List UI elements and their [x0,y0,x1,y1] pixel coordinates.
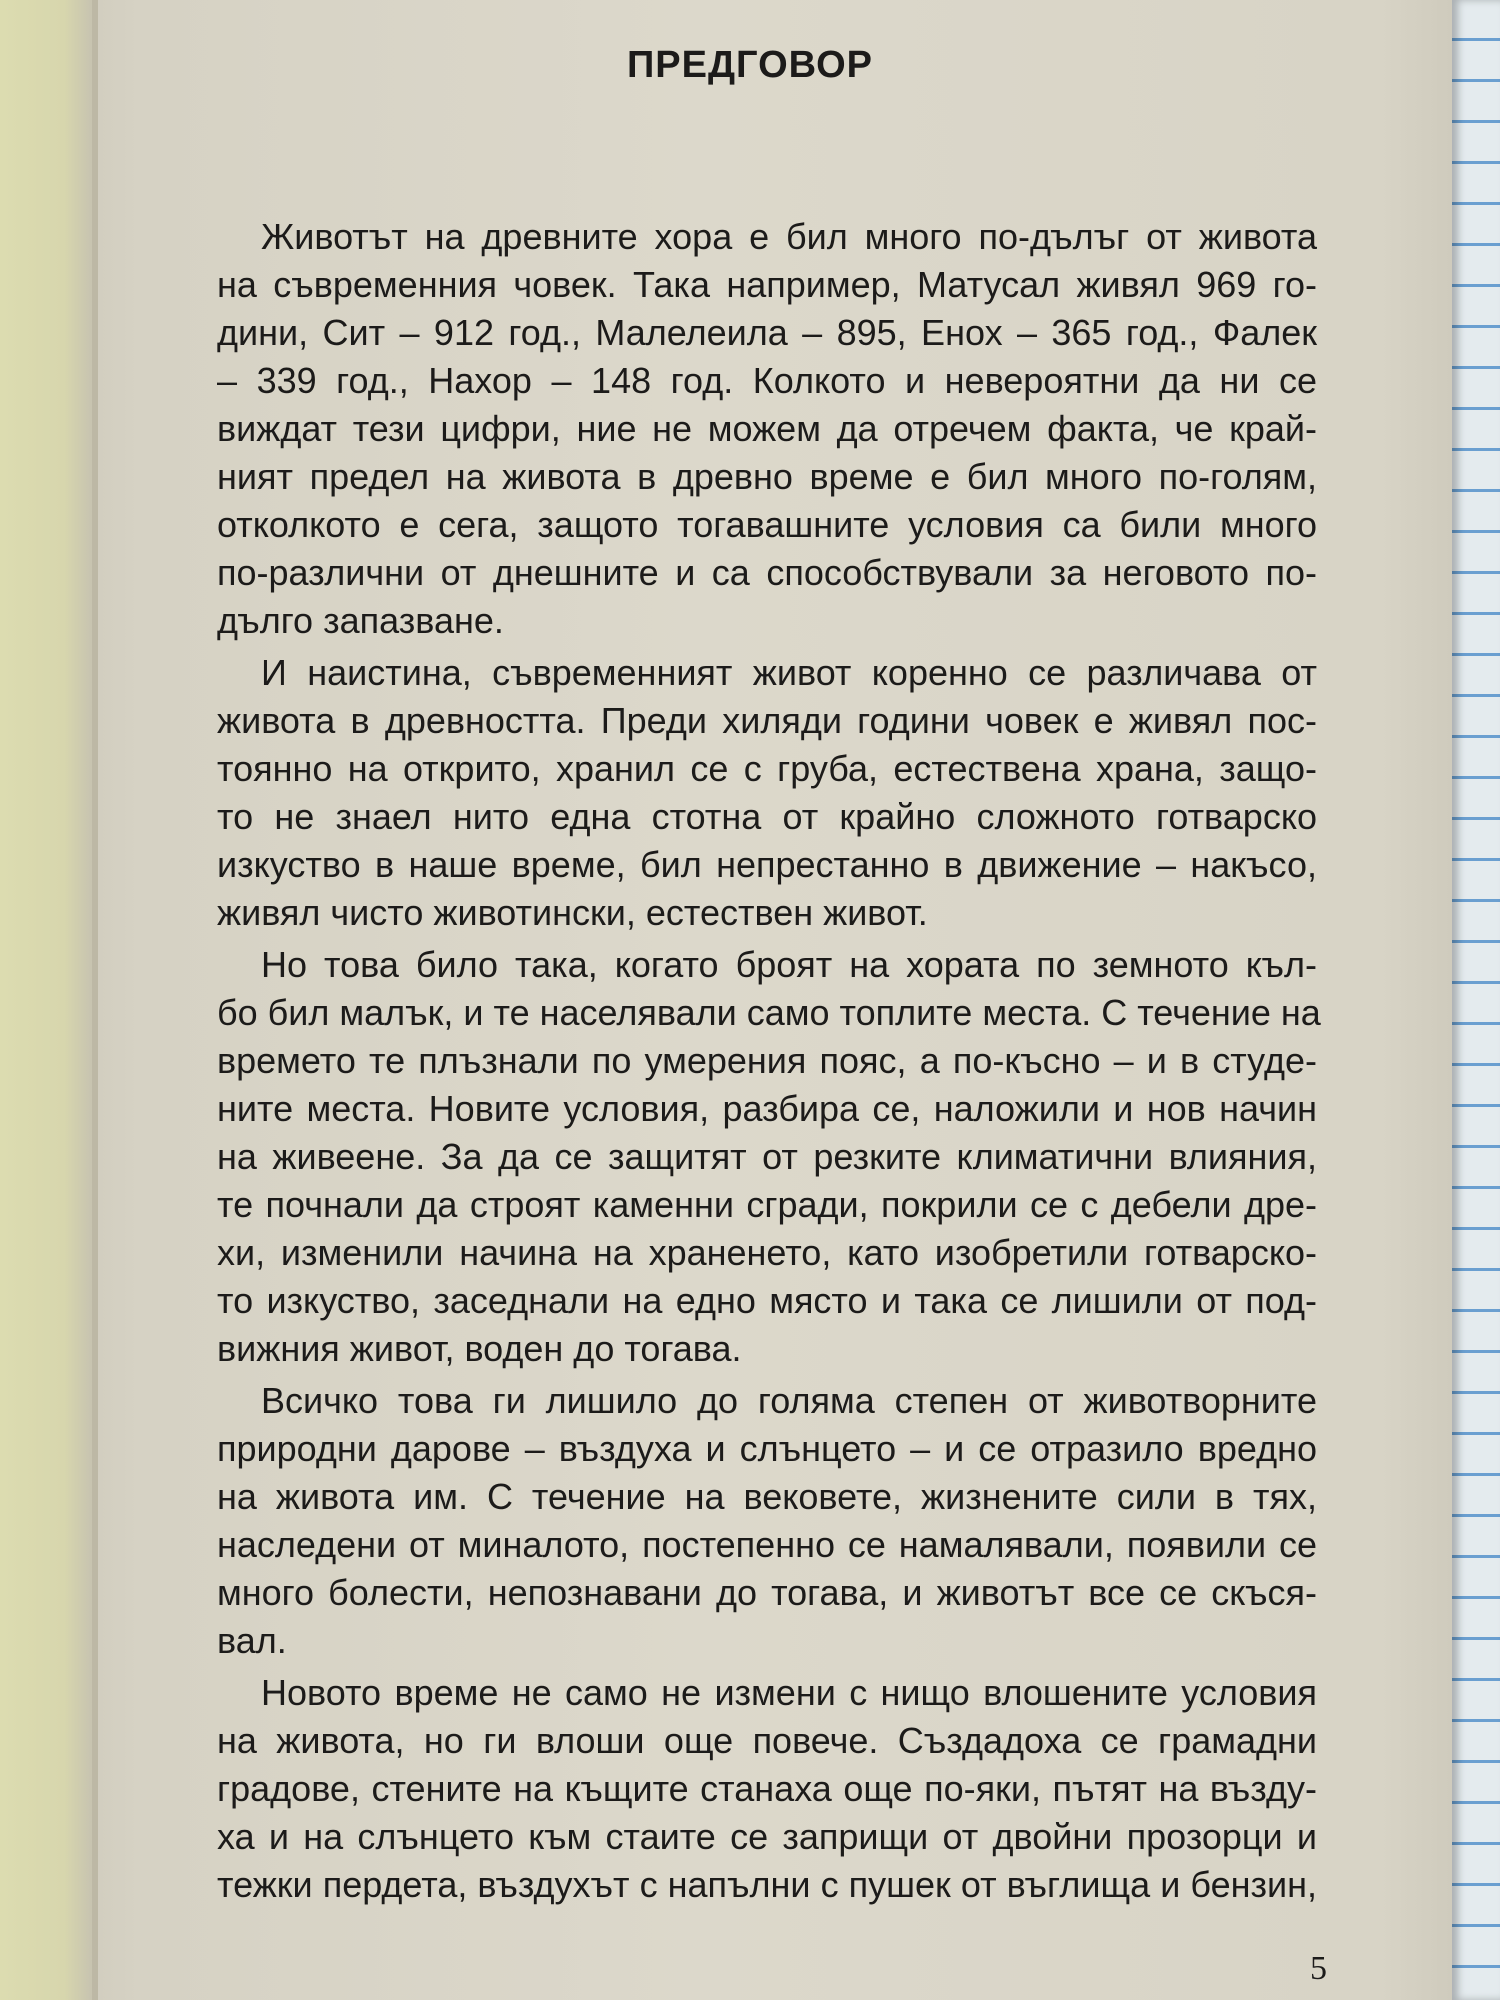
text-line: вал. [217,1620,287,1661]
text-line: изкуство в наше време, бил непрестанно в движение – накъсо, [217,844,1317,885]
text-line: живял чисто животински, естествен живот. [217,892,928,933]
text-line: по-различни от днешните и са способствували за неговото по- [217,552,1317,593]
text-line: Животът на древните хора е бил много по-дълъг от живота [261,216,1317,257]
text-line: хи, изменили начина на храненето, като изобретили готварско- [217,1232,1317,1273]
text-line: живота в древността. Преди хиляди години човек е живял пос- [217,700,1317,741]
paragraph [217,941,1321,1373]
text-line: то изкуство, заседнали на едно място и така се лишили от под- [217,1280,1317,1321]
text-line: ха и на слънцето към стаите се заприщи от двойни прозорци и [217,1816,1317,1857]
text-line: наследени от миналото, постепенно се намалявали, появили се [217,1524,1317,1565]
paragraph [217,1669,1317,1909]
notebook-background [1452,0,1500,2000]
text-line: много болести, непознавани до тогава, и животът все се скъся- [217,1572,1317,1613]
text-line: дълго запазване. [217,600,504,641]
text-line: бо бил малък, и те населявали само топлите места. С течение на [217,992,1321,1033]
adjacent-page-edge [0,0,92,2000]
text-line: виждат тези цифри, ние не можем да отречем факта, че край- [217,408,1317,449]
text-line: ните места. Новите условия, разбира се, наложили и нов начин [217,1088,1317,1129]
text-line: вижния живот, воден до тогава. [217,1328,742,1369]
text-line: времето те плъзнали по умерения пояс, а по-късно – и в студе- [217,1040,1317,1081]
text-line: градове, стените на къщите станаха още по-яки, пътят на възду- [217,1768,1317,1809]
text-line: на живота, но ги влоши още повече. Създадоха се грамадни [217,1720,1317,1761]
text-line: И наистина, съвременният живот коренно се различава от [261,652,1317,693]
text-line: природни дарове – въздуха и слънцето – и се отразило вредно [217,1428,1317,1469]
text-line: – 339 год., Нахор – 148 год. Колкото и невероятни да ни се [217,360,1317,401]
page-number: 5 [1310,1950,1327,1987]
text-line: Всичко това ги лишило до голяма степен от животворните [261,1380,1317,1421]
paragraph [217,649,1317,937]
text-line: Но това било така, когато броят на хората по земното къл- [261,944,1317,985]
text-line: на живота им. С течение на вековете, жизнените сили в тях, [217,1476,1317,1517]
paragraph [217,213,1317,645]
text-line: тежки пердета, въздухът с напълни с пушек от въглища и бензин, [217,1864,1317,1905]
text-line: на съвременния човек. Така например, Матусал живял 969 го- [217,264,1317,305]
paragraph [217,1377,1317,1665]
text-line: отколкото е сега, защото тогавашните условия са били много [217,504,1317,545]
body-text [217,213,1321,1913]
text-line: тоянно на открито, хранил се с груба, естествена храна, защо- [217,748,1317,789]
text-line: на живеене. За да се защитят от резките климатични влияния, [217,1136,1317,1177]
text-line: Новото време не само не измени с нищо влошените условия [261,1672,1317,1713]
text-line: ният предел на живота в древно време е бил много по-голям, [217,456,1317,497]
text-line: те почнали да строят каменни сгради, покрили се с дебели дре- [217,1184,1317,1225]
text-line: дини, Сит – 912 год., Малелеила – 895, Енох – 365 год., Фалек [217,312,1317,353]
text-line: то не знаел нито една стотна от крайно сложното готварско [217,796,1317,837]
chapter-title: ПРЕДГОВОР [626,44,874,86]
